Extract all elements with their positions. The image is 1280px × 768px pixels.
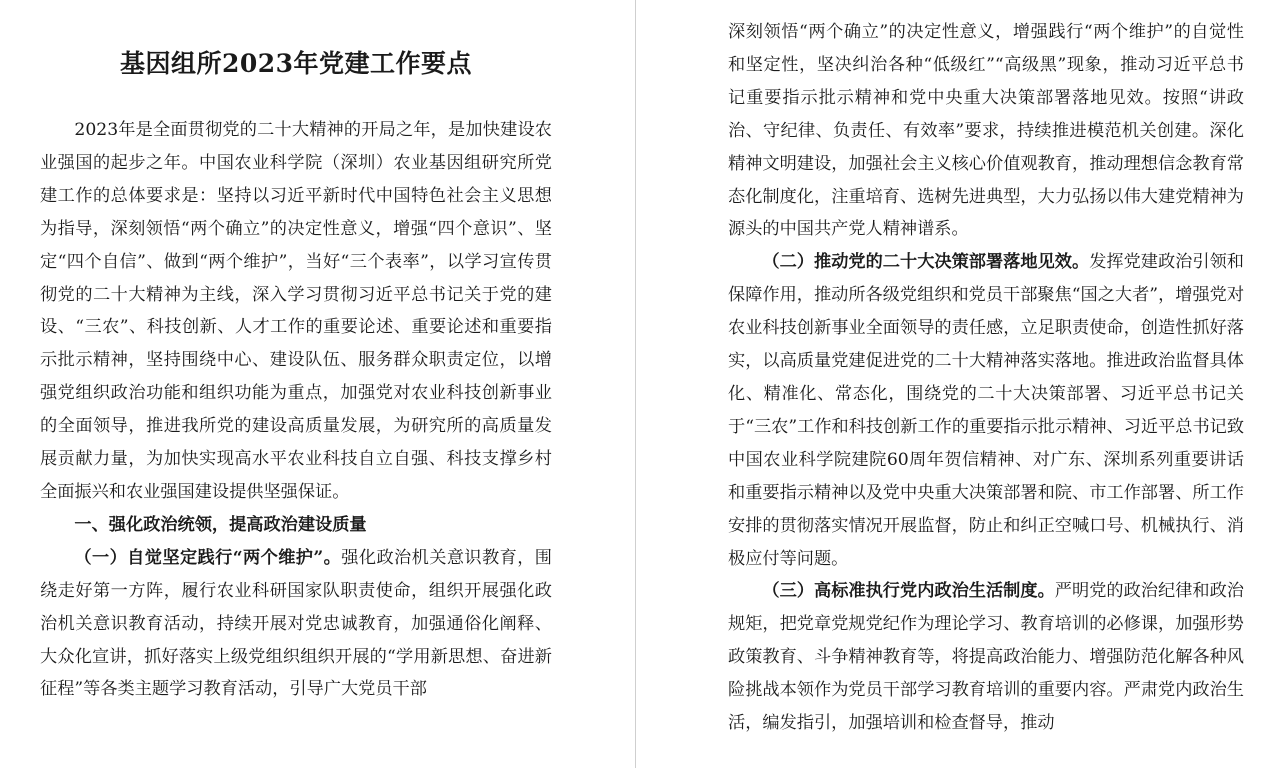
item-3-paragraph xyxy=(728,575,1244,740)
item-1-paragraph xyxy=(40,542,552,707)
left-page xyxy=(0,0,636,768)
item-1-text: 强化政治机关意识教育，围绕走好第一方阵，履行农业科研国家队职责使命，组织开展强化政治机关意识教育活动，持续开展对党忠诚教育，加强通俗化阐释、大众化宣讲，抓好落实上级党组织组织开展的“学用新思想、奋进新征程”等各类主题学习教育活动，引导广大党员干部 xyxy=(40,547,552,700)
item-1-lead: （一）自觉坚定践行“两个维护”。 xyxy=(74,547,342,568)
intro-paragraph: 2023年是全面贯彻党的二十大精神的开局之年，是加快建设农业强国的起步之年。中国农业科学院（深圳）农业基因组研究所党建工作的总体要求是：坚持以习近平新时代中国特色社会主义思想为指导，深刻领悟“两个确立”的决定性意义，增强“四个意识”、坚定“四个自信”、做到“两个维护”，当好“三个表率”，以学习宣传贯彻党的二十大精神为主线，深入学习贯彻习近平总书记关于党的建设、“三农”、科技创新、人才工作的重要论述、重要论述和重要指示批示精神，坚持围绕中心、建设队伍、服务群众职责定位，以增强党组织政治功能和组织功能为重点，加强党对农业科技创新事业的全面领导，推进我所党的建设高质量发展，为研究所的高质量发展贡献力量，为加快实现高水平农业科技自立自强、科技支撑乡村全面振兴和农业强国建设提供坚强保证。 xyxy=(40,120,552,502)
page-divider xyxy=(635,0,636,768)
right-page-body xyxy=(728,16,1244,740)
right-page xyxy=(637,0,1280,768)
item-2-lead: （二）推动党的二十大决策部署落地见效。 xyxy=(762,252,1090,273)
section-heading-1: 一、强化政治统领，提高政治建设质量 xyxy=(74,514,367,535)
document-title: 基因组所2023年党建工作要点 xyxy=(119,49,473,78)
item-2-text: 发挥党建政治引领和保障作用，推动所各级党组织和党员干部聚焦“国之大者”，增强党对农业科技创新事业全面领导的责任感，立足职责使命，创造性抓好落实，以高质量党建促进党的二十大精神落实落地。推进政治监督具体化、精准化、常态化，围绕党的二十大决策部署、习近平总书记关于“三农”工作和科技创新工作的重要指示批示精神、习近平总书记致中国农业科学院建院60周年贺信精神、对广东、深圳系列重要讲话和重要指示精神以及党中央重大决策部署和院、市工作部署、所工作安排的贯彻落实情况开展监督，防止和纠正空喊口号、机械执行、消极应付等问题。 xyxy=(728,252,1245,569)
continued-paragraph: 深刻领悟“两个确立”的决定性意义，增强践行“两个维护”的自觉性和坚定性，坚决纠治各种“低级红”“高级黑”现象，推动习近平总书记重要指示批示精神和党中央重大决策部署落地见效。按照“讲政治、守纪律、负责任、有效率”要求，持续推进模范机关创建。深化精神文明建设，加强社会主义核心价值观教育，推动理想信念教育常态化制度化，注重培育、选树先进典型，大力弘扬以伟大建党精神为源头的中国共产党人精神谱系。 xyxy=(728,22,1244,240)
item-3-text: 严明党的政治纪律和政治规矩，把党章党规党纪作为理论学习、教育培训的必修课，加强形势政策教育、斗争精神教育等，将提高政治能力、增强防范化解各种风险挑战本领作为党员干部学习教育培训的重要内容。严肃党内政治生活，编发指引，加强培训和检查督导，推动 xyxy=(728,581,1244,734)
item-3-lead: （三）高标准执行党内政治生活制度。 xyxy=(762,581,1055,602)
item-2-paragraph xyxy=(728,246,1244,575)
left-page-body xyxy=(40,114,552,706)
